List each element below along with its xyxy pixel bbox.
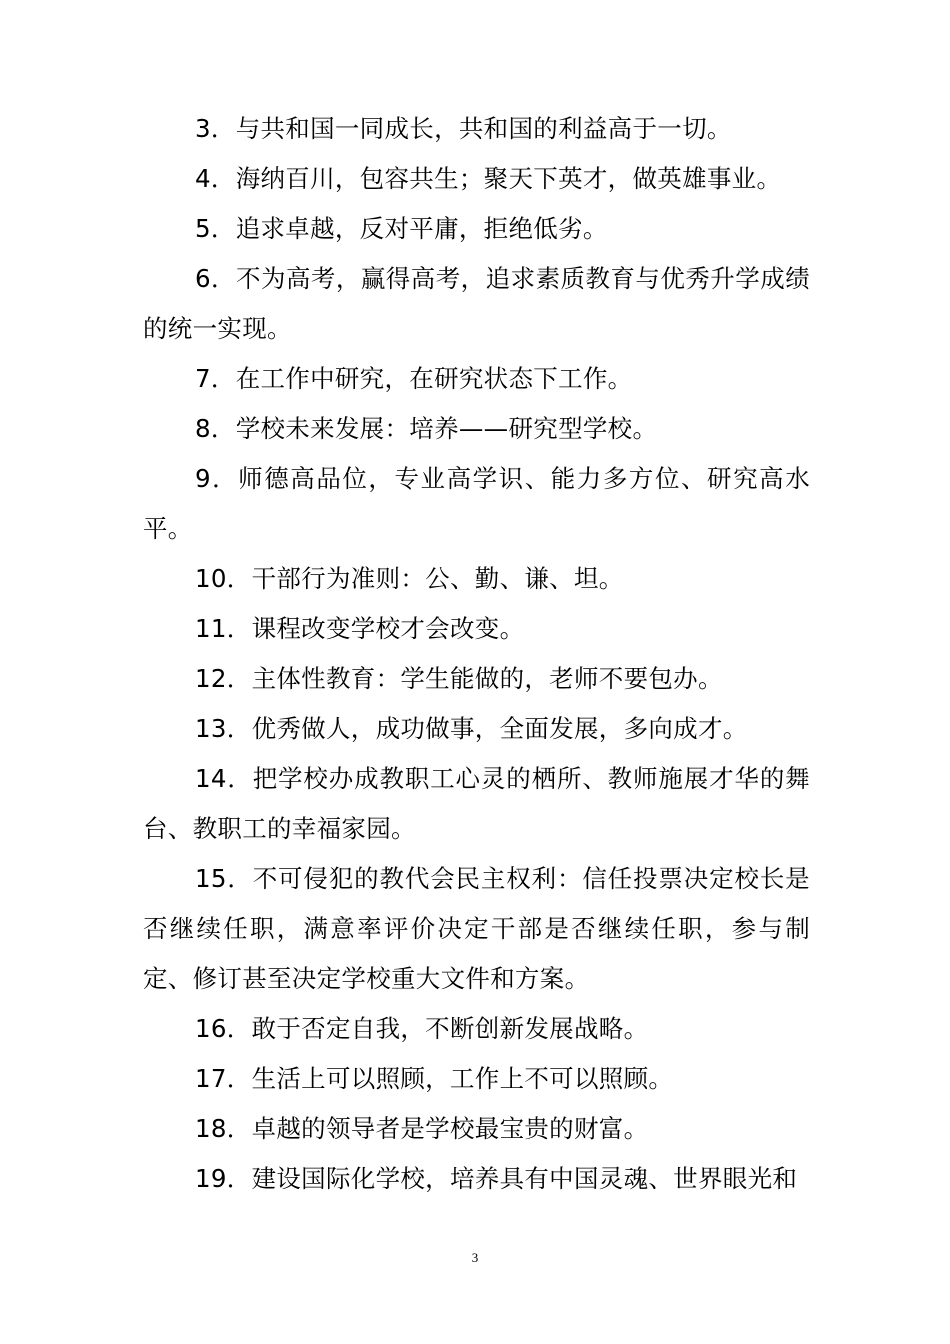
paragraph-14: 14．把学校办成教职工心灵的栖所、教师施展才华的舞台、教职工的幸福家园。 — [143, 764, 810, 843]
paragraph-9: 9．师德高品位，专业高学识、能力多方位、研究高水平。 — [143, 464, 810, 543]
document-body — [143, 104, 810, 1204]
paragraph-8: 8．学校未来发展：培养——研究型学校。 — [195, 414, 658, 443]
paragraph-15: 15．不可侵犯的教代会民主权利：信任投票决定校长是否继续任职，满意率评价决定干部是否继续任职，参与制定、修订甚至决定学校重大文件和方案。 — [143, 864, 810, 993]
paragraph-13: 13．优秀做人，成功做事，全面发展，多向成才。 — [195, 714, 748, 743]
paragraph-17: 17．生活上可以照顾，工作上不可以照顾。 — [195, 1064, 674, 1093]
paragraph-18: 18．卓越的领导者是学校最宝贵的财富。 — [195, 1114, 649, 1143]
paragraph-19: 19．建设国际化学校，培养具有中国灵魂、世界眼光和 — [195, 1164, 798, 1193]
paragraph-5: 5．追求卓越，反对平庸，拒绝低劣。 — [195, 214, 608, 243]
paragraph-16: 16．敢于否定自我，不断创新发展战略。 — [195, 1014, 649, 1043]
paragraph-7: 7．在工作中研究，在研究状态下工作。 — [195, 364, 633, 393]
paragraph-10: 10．干部行为准则：公、勤、谦、坦。 — [195, 564, 624, 593]
paragraph-6: 6．不为高考，赢得高考，追求素质教育与优秀升学成绩的统一实现。 — [143, 264, 810, 343]
page-number: 3 — [471, 1250, 479, 1265]
paragraph-12: 12．主体性教育：学生能做的，老师不要包办。 — [195, 664, 723, 693]
paragraph-11: 11．课程改变学校才会改变。 — [195, 614, 525, 643]
paragraph-3: 3．与共和国一同成长，共和国的利益高于一切。 — [195, 114, 732, 143]
paragraph-4: 4．海纳百川，包容共生；聚天下英才，做英雄事业。 — [195, 164, 782, 193]
